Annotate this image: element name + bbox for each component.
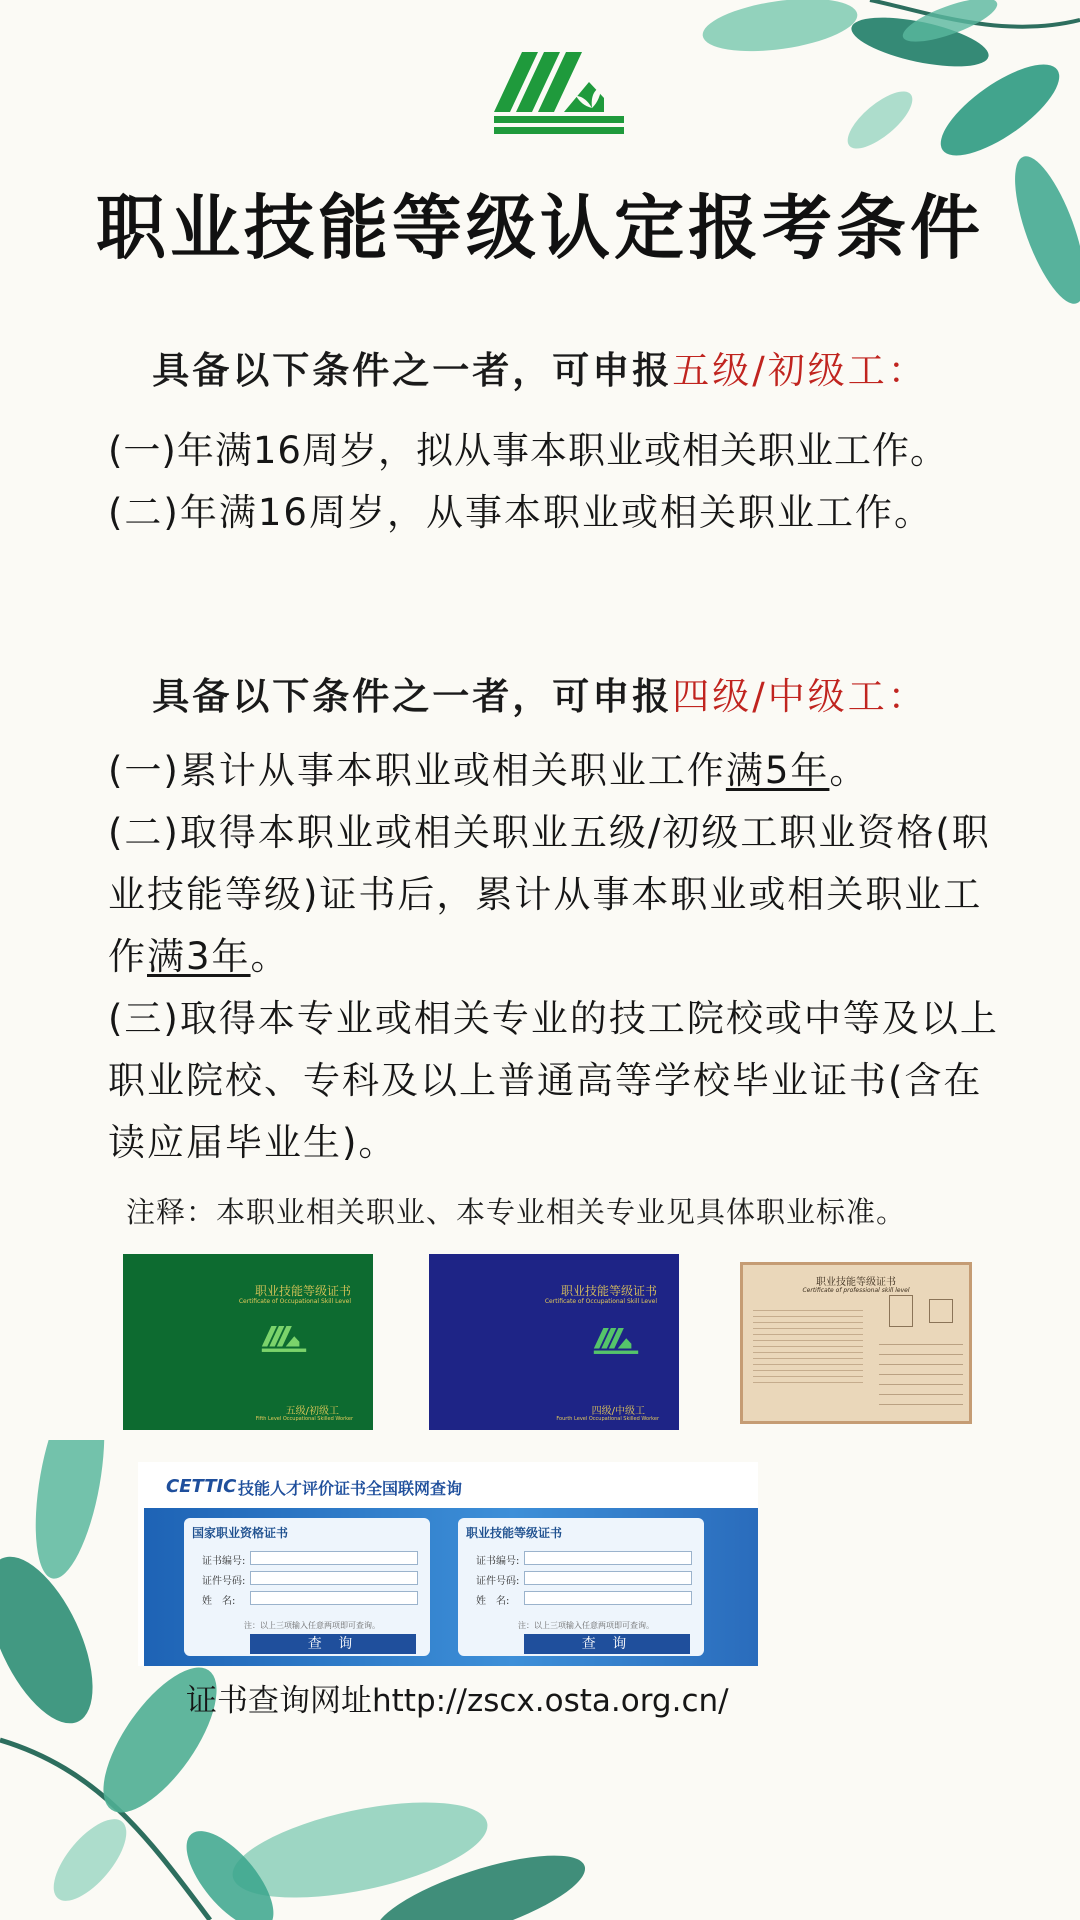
- level5-item-1: (一)年满16周岁，拟从事本职业或相关职业工作。: [108, 429, 948, 472]
- cert-blue-level-en: Fourth Level Occupational Skilled Worker: [556, 1416, 659, 1422]
- level4-item-2-years: 满3年: [147, 935, 251, 978]
- level4-heading-prefix: 具备以下条件之一者，可申报: [152, 675, 673, 718]
- level4-item-2-text: (二)取得本职业或相关职业五级/初级工职业资格(职业技能等级)证书后，累计从事本职业或相关职业工作: [108, 811, 991, 978]
- level5-conditions: [108, 420, 1028, 544]
- query-panel-1-cert-number-input[interactable]: [250, 1551, 418, 1565]
- certificate-blue: [429, 1254, 679, 1430]
- cert-paper-title: 职业技能等级证书: [816, 1277, 896, 1288]
- cert-green-level-en: Fifth Level Occupational Skilled Worker: [255, 1416, 353, 1422]
- certificate-paper: [740, 1262, 972, 1424]
- query-heading: 技能人才评价证书全国联网查询: [238, 1479, 463, 1498]
- cettic-logo: CETTIC: [166, 1476, 237, 1497]
- level5-heading-suffix: ：: [887, 349, 928, 392]
- query-panel-2-label-3: 姓 名:: [476, 1596, 510, 1607]
- level4-heading: [0, 666, 1080, 720]
- level4-heading-suffix: ：: [887, 675, 928, 718]
- query-panel-2-search-button[interactable]: 查 询: [524, 1634, 690, 1654]
- level4-item-3: (三)取得本专业或相关专业的技工院校或中等及以上职业院校、专科及以上普通高等学校毕业证书(含在读应届毕业生)。: [108, 997, 999, 1164]
- query-panel-1-name-input[interactable]: [250, 1591, 418, 1605]
- level4-item-1: [108, 740, 1008, 802]
- note-text: 注释：本职业相关职业、本专业相关专业见具体职业标准。: [126, 1195, 907, 1229]
- query-panel-qualification: [184, 1518, 430, 1656]
- cert-green-title: 职业技能等级证书: [254, 1284, 351, 1298]
- query-banner: [144, 1508, 758, 1666]
- query-panel-skill-level: [458, 1518, 704, 1656]
- level5-heading-level: 五级/初级工: [672, 349, 888, 392]
- page-title: 职业技能等级认定报考条件: [96, 187, 984, 269]
- cert-paper-info-lines: [879, 1335, 963, 1409]
- query-panel-2-label-1: 证书编号:: [476, 1556, 520, 1567]
- query-panel-2-hint: 注：以上三项输入任意两项即可查询。: [518, 1621, 654, 1630]
- cert-blue-title: 职业技能等级证书: [560, 1284, 657, 1298]
- cert-green-level: 五级/初级工: [285, 1406, 339, 1417]
- cert-blue-logo-icon: [593, 1328, 639, 1356]
- query-panel-1-label-2: 证件号码:: [202, 1576, 246, 1587]
- logo-icon: [494, 52, 624, 134]
- leaf-decoration-top-right: [700, 0, 1080, 340]
- level4-item-2: [108, 802, 1008, 988]
- certificate-query-screenshot: [138, 1462, 758, 1666]
- level4-heading-level: 四级/中级工: [672, 675, 888, 718]
- cert-green-subtitle: Certificate of Occupational Skill Level: [238, 1298, 351, 1305]
- query-panel-1-search-button[interactable]: 查 询: [250, 1634, 416, 1654]
- query-panel-1-title: 国家职业资格证书: [192, 1526, 289, 1540]
- query-panel-2-id-number-input[interactable]: [524, 1571, 692, 1585]
- cert-paper-photo-box: [889, 1295, 913, 1327]
- certificate-green: [123, 1254, 373, 1430]
- level5-item-2: (二)年满16周岁，从事本职业或相关职业工作。: [108, 491, 933, 534]
- level4-conditions: [108, 740, 1008, 1174]
- cert-paper-seal-box: [929, 1299, 953, 1323]
- query-panel-1-label-3: 姓 名:: [202, 1596, 236, 1607]
- level4-item-2-end: 。: [250, 935, 290, 978]
- cert-paper-body-lines: [753, 1305, 863, 1385]
- query-url-text[interactable]: 证书查询网址http://zscx.osta.org.cn/: [186, 1683, 729, 1719]
- query-panel-2-name-input[interactable]: [524, 1591, 692, 1605]
- cert-green-logo-icon: [261, 1326, 307, 1354]
- level5-heading-prefix: 具备以下条件之一者，可申报: [152, 349, 673, 392]
- query-panel-2-title: 职业技能等级证书: [466, 1526, 563, 1540]
- query-panel-2-label-2: 证件号码:: [476, 1576, 520, 1587]
- query-panel-1-hint: 注：以上三项输入任意两项即可查询。: [244, 1621, 380, 1630]
- query-panel-2-cert-number-input[interactable]: [524, 1551, 692, 1565]
- query-panel-1-id-number-input[interactable]: [250, 1571, 418, 1585]
- cert-blue-level: 四级/中级工: [591, 1406, 645, 1417]
- level5-heading: [0, 340, 1080, 394]
- level4-item-1-end: 。: [829, 749, 869, 792]
- query-panel-1-label-1: 证书编号:: [202, 1556, 246, 1567]
- cert-blue-subtitle: Certificate of Occupational Skill Level: [544, 1298, 657, 1305]
- level4-item-1-years: 满5年: [725, 749, 830, 792]
- cert-paper-subtitle: Certificate of professional skill level: [802, 1287, 910, 1294]
- level4-item-1-text: (一)累计从事本职业或相关职业工作: [108, 749, 726, 792]
